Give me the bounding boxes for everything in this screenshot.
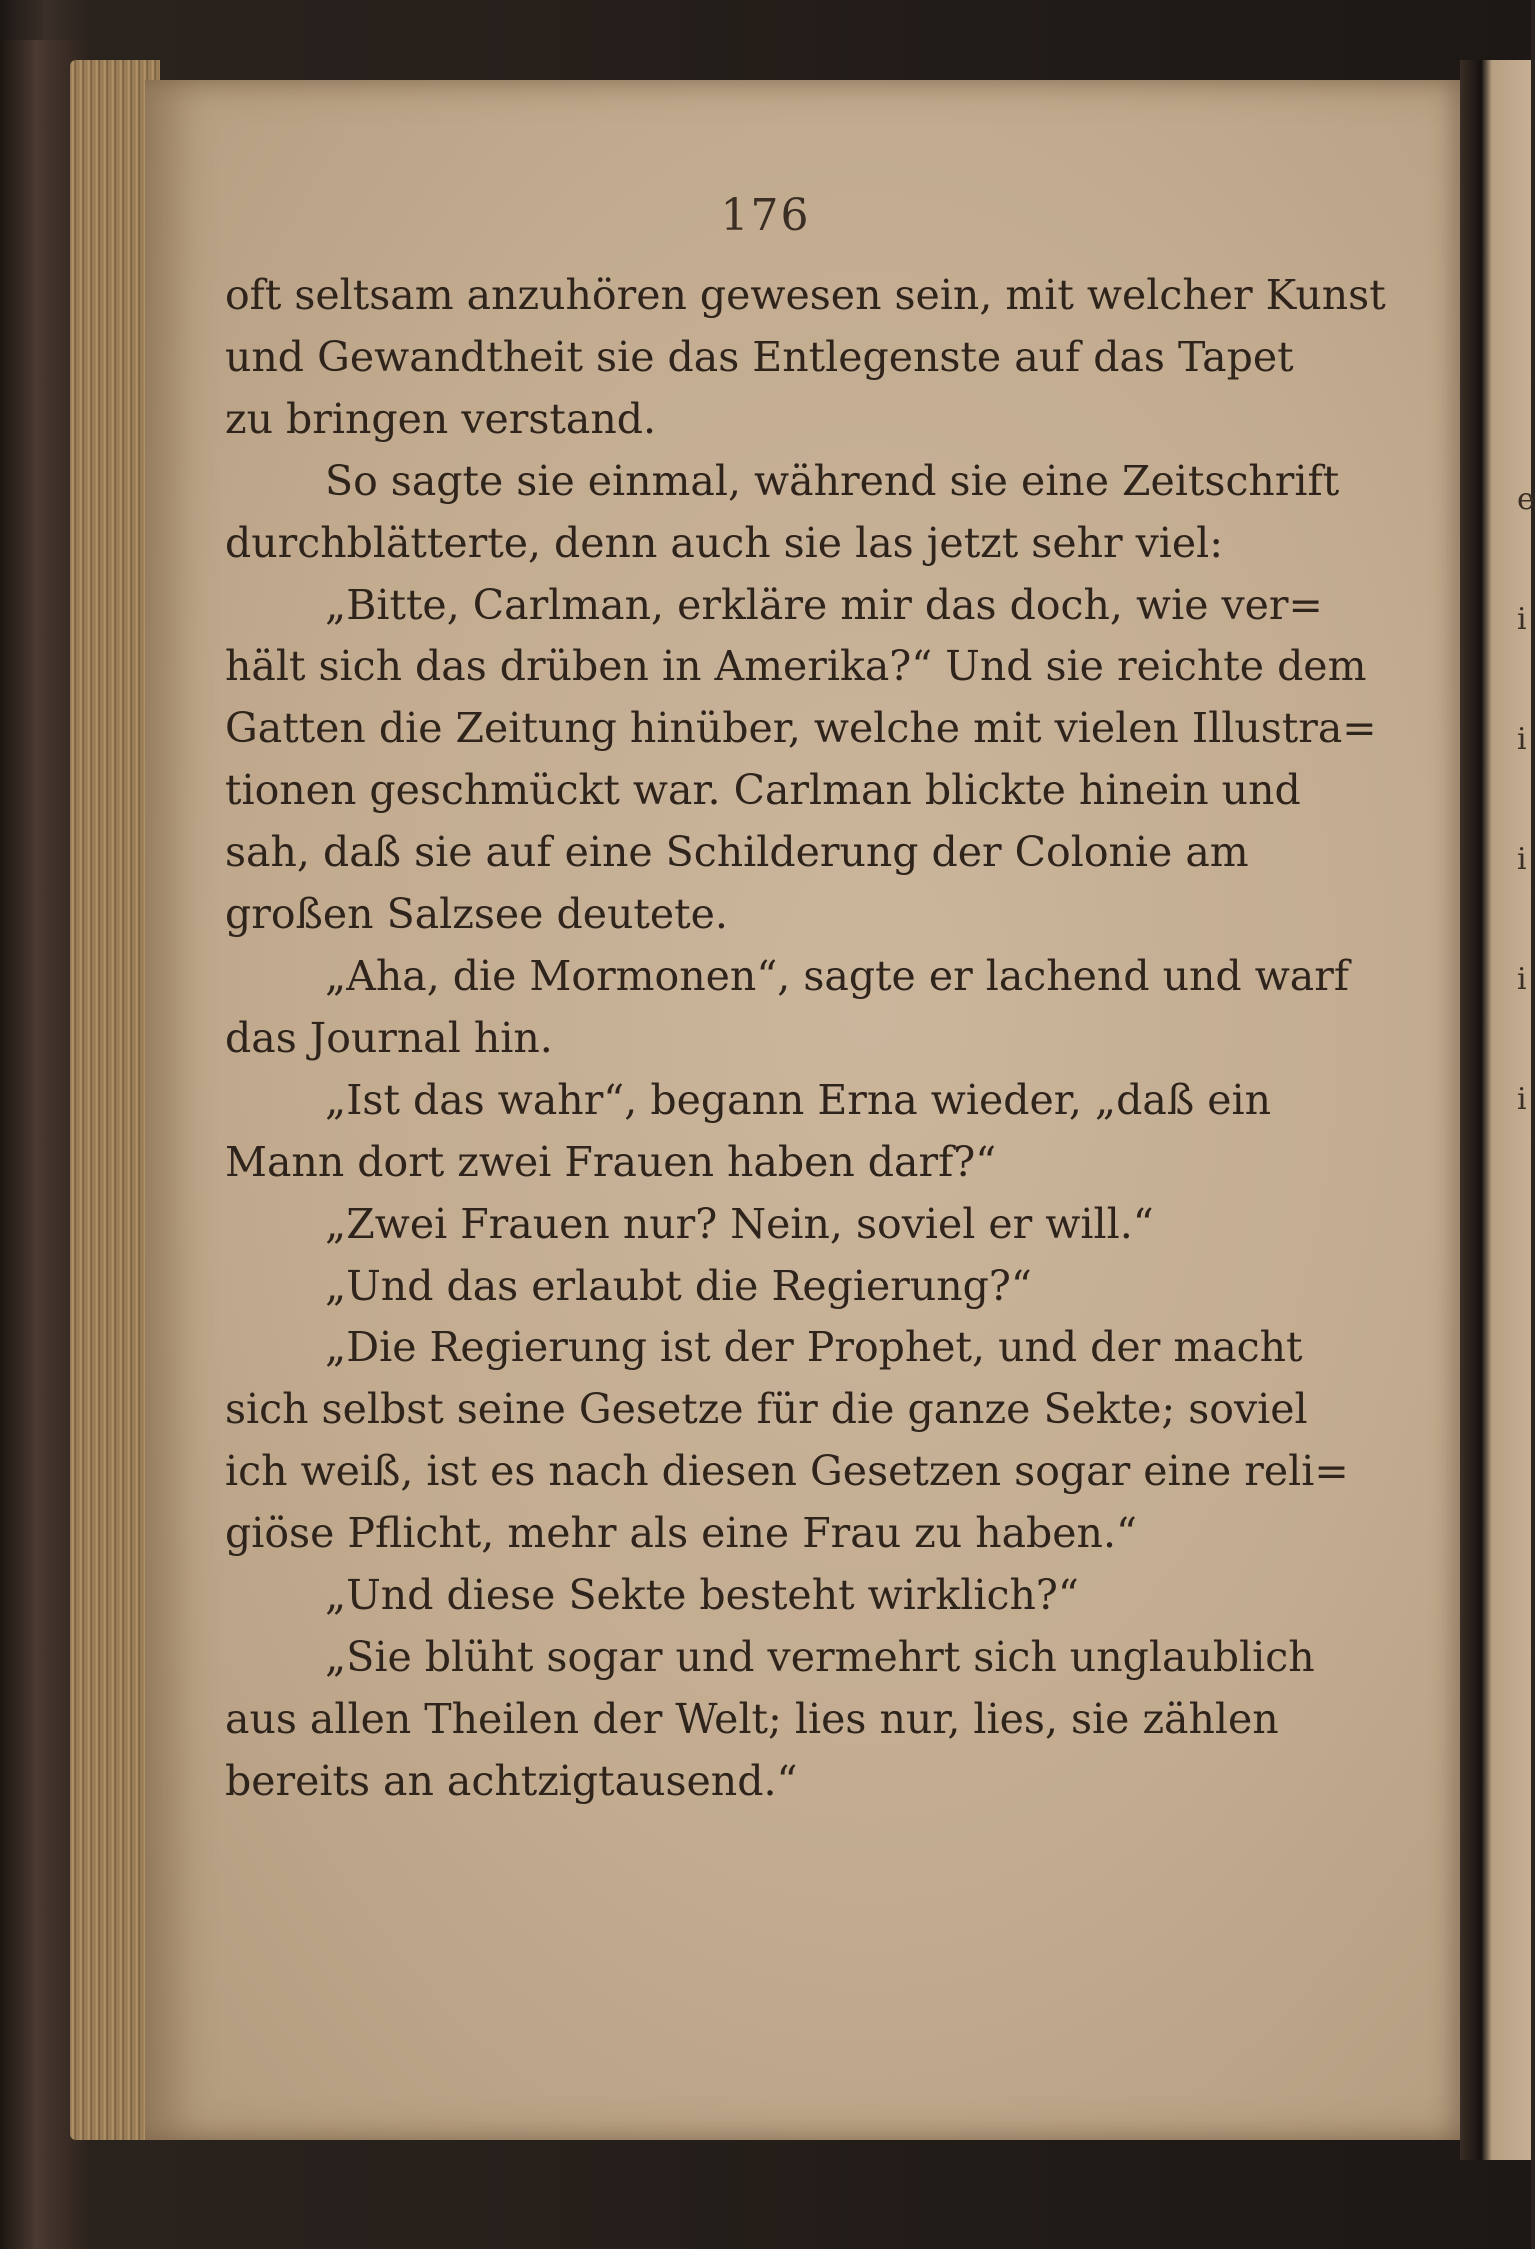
text-line: „Die Regierung ist der Prophet, und der macht <box>325 1323 1303 1372</box>
text-line: „Und diese Sekte besteht wirklich?“ <box>325 1571 1079 1620</box>
adjacent-page-fragments <box>1517 440 1535 1160</box>
text-line: großen Salzsee deutete. <box>225 890 728 939</box>
text-line: „Ist das wahr“, begann Erna wieder, „daß ein <box>325 1075 1272 1124</box>
text-line: „Zwei Frauen nur? Nein, soviel er will.“ <box>325 1199 1154 1248</box>
text-line: ich weiß, ist es nach diesen Gesetzen sogar eine reli= <box>225 1447 1349 1496</box>
text-line: „Bitte, Carlman, erkläre mir das doch, wie ver= <box>325 580 1323 629</box>
text-line: giöse Pflicht, mehr als eine Frau zu haben.“ <box>225 1509 1137 1558</box>
text-line: Mann dort zwei Frauen haben darf?“ <box>225 1137 997 1186</box>
text-line: und Gewandtheit sie das Entlegenste auf das Tapet <box>225 332 1294 381</box>
fragment-glyph: i <box>1517 842 1527 877</box>
text-line: aus allen Theilen der Welt; lies nur, lies, sie zählen <box>225 1694 1279 1743</box>
fragment-glyph: i <box>1517 1082 1527 1117</box>
text-line: „Sie blüht sogar und vermehrt sich unglaublich <box>325 1632 1315 1681</box>
fragment-glyph: e <box>1517 482 1535 517</box>
body-text <box>225 265 1386 1813</box>
text-line: oft seltsam anzuhören gewesen sein, mit welcher Kunst <box>225 271 1386 319</box>
text-line: sah, daß sie auf eine Schilderung der Colonie am <box>225 828 1249 877</box>
fragment-glyph: i <box>1517 962 1527 997</box>
fragment-glyph: i <box>1517 722 1527 757</box>
text-line: „Aha, die Mormonen“, sagte er lachend und warf <box>325 951 1350 1000</box>
text-line: „Und das erlaubt die Regierung?“ <box>325 1261 1032 1310</box>
text-line: So sagte sie einmal, während sie eine Zeitschrift <box>325 456 1340 505</box>
text-line: tionen geschmückt war. Carlman blickte hinein und <box>225 766 1301 815</box>
text-line: bereits an achtzigtausend.“ <box>225 1756 798 1805</box>
text-line: sich selbst seine Gesetze für die ganze Sekte; soviel <box>225 1385 1308 1434</box>
text-line: hält sich das drüben in Amerika?“ Und sie reichte dem <box>225 642 1367 691</box>
text-line: zu bringen verstand. <box>225 394 657 443</box>
text-line: das Journal hin. <box>225 1013 553 1062</box>
page-number: 176 <box>720 190 811 241</box>
fragment-glyph: i <box>1517 602 1527 637</box>
text-line: durchblätterte, denn auch sie las jetzt sehr viel: <box>225 518 1224 567</box>
text-line: Gatten die Zeitung hinüber, welche mit vielen Illustra= <box>225 704 1377 753</box>
